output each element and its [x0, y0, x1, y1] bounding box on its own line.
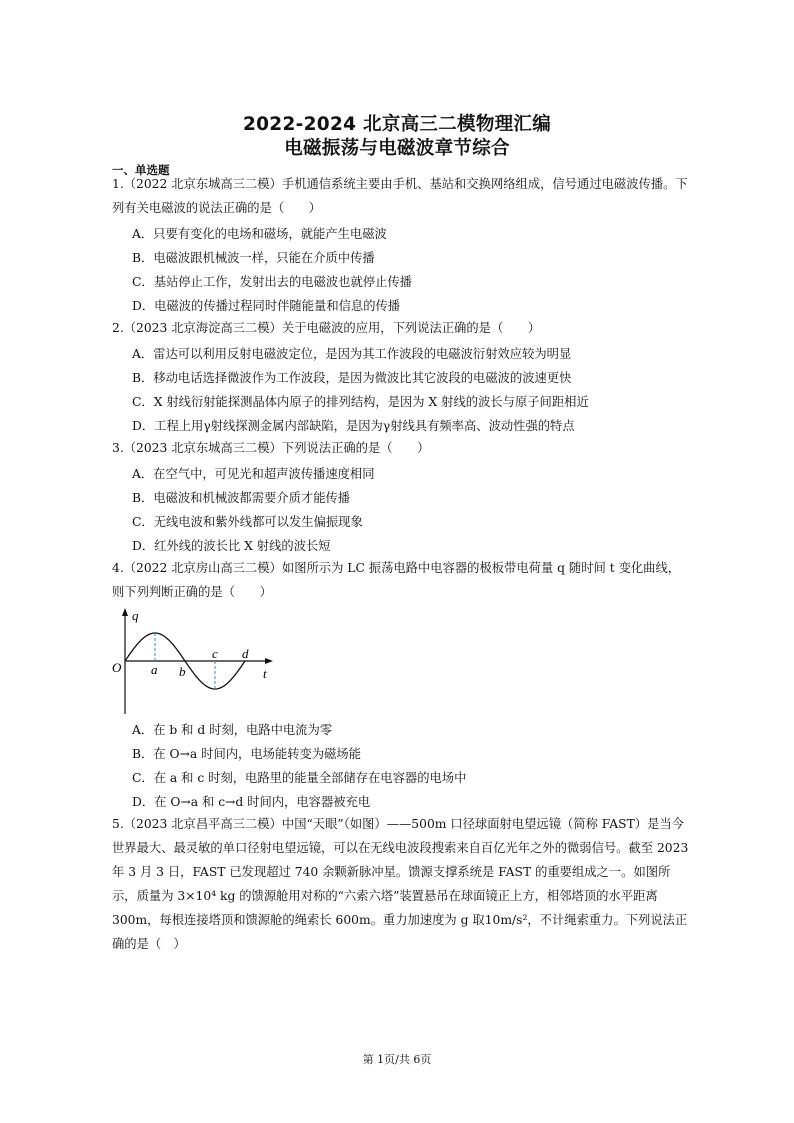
- question-4-option-c: C．在 a 和 c 时刻，电路里的能量全部储存在电容器的电场中: [132, 771, 467, 785]
- question-4-option-b: B．在 O→a 时间内，电场能转变为磁场能: [132, 747, 362, 761]
- question-3-stem: 3.（2023 北京东城高三二模）下列说法正确的是（ ）: [112, 441, 430, 455]
- question-1-option-b: B．电磁波跟机械波一样，只能在介质中传播: [132, 251, 375, 265]
- question-3-option-b: B．电磁波和机械波都需要介质才能传播: [132, 491, 351, 505]
- point-a-label: a: [151, 662, 158, 677]
- document-subtitle: 电磁振荡与电磁波章节综合: [284, 138, 510, 159]
- question-2-option-c: C．X 射线衍射能探测晶体内原子的排列结构，是因为 X 射线的波长与原子间距相近: [132, 395, 589, 409]
- question-4-option-d: D．在 O→a 和 c→d 时间内，电容器被充电: [132, 795, 371, 809]
- question-4-option-a: A．在 b 和 d 时刻，电路中电流为零: [132, 723, 333, 737]
- question-4-stem: 4.（2022 北京房山高三二模）如图所示为 LC 振荡电路中电容器的极板带电荷量 q 随时间 t 变化曲线，则下列判断正确的是（ ）: [112, 561, 681, 599]
- lc-oscillation-graph: [108, 606, 278, 716]
- question-3-option-a: A．在空气中，可见光和超声波传播速度相同: [132, 467, 375, 481]
- question-1-option-a: A．只要有变化的电场和磁场，就能产生电磁波: [132, 227, 387, 241]
- question-2-option-b: B．移动电话选择微波作为工作波段，是因为微波比其它波段的电磁波的波速更快: [132, 371, 572, 385]
- question-2-option-a: A．雷达可以利用反射电磁波定位，是因为其工作波段的电磁波衍射效应较为明显: [132, 347, 572, 361]
- question-3-option-d: D．红外线的波长比 X 射线的波长短: [132, 539, 331, 553]
- question-1-option-d: D．电磁波的传播过程同时伴随能量和信息的传播: [132, 299, 401, 313]
- question-5-stem: 5.（2023 北京昌平高三二模）中国“天眼”（如图）——500m 口径球面射电望远镜（简称 FAST）是当今世界最大、最灵敏的单口径射电望远镜，可以在无线电波段搜索来自百亿光年之外的微弱信号。截至 2023 年 3 月 3 日，FAST 已发现超过 740 余颗新脉冲星。馈源支撑系统是 FAST 的重要组成之一。如图所示，质量为 3×10⁴ kg 的馈源舱用对称的“六索六塔”装置悬吊在球面镜正上方，相邻塔顶的水平距离 300m，每根连接塔顶和馈源舱的绳索长 600m。重力加速度为 g 取10m/s²，不计绳索重力。下列说法正确的是（ ）: [112, 817, 689, 951]
- page-footer: 第 1页/共 6页: [362, 1053, 432, 1066]
- y-axis-label: q: [132, 608, 139, 623]
- x-axis-label: t: [263, 666, 267, 681]
- document-title: 2022-2024 北京高三二模物理汇编: [242, 114, 552, 135]
- point-d-label: d: [242, 646, 249, 661]
- point-b-label: b: [179, 664, 186, 679]
- question-1-option-c: C．基站停止工作，发射出去的电磁波也就停止传播: [132, 275, 412, 289]
- question-1-stem: 1.（2022 北京东城高三二模）手机通信系统主要由手机、基站和交换网络组成，信号通过电磁波传播。下列有关电磁波的说法正确的是（ ）: [112, 177, 688, 215]
- question-2-option-d: D．工程上用γ射线探测金属内部缺陷，是因为γ射线具有频率高、波动性强的特点: [132, 419, 575, 433]
- question-2-stem: 2.（2023 北京海淀高三二模）关于电磁波的应用，下列说法正确的是（ ）: [112, 321, 541, 335]
- question-3-option-c: C．无线电波和紫外线都可以发生偏振现象: [132, 515, 363, 529]
- point-c-label: c: [212, 646, 218, 661]
- section-heading: 一、单选题: [112, 163, 170, 177]
- origin-label: O: [112, 660, 122, 675]
